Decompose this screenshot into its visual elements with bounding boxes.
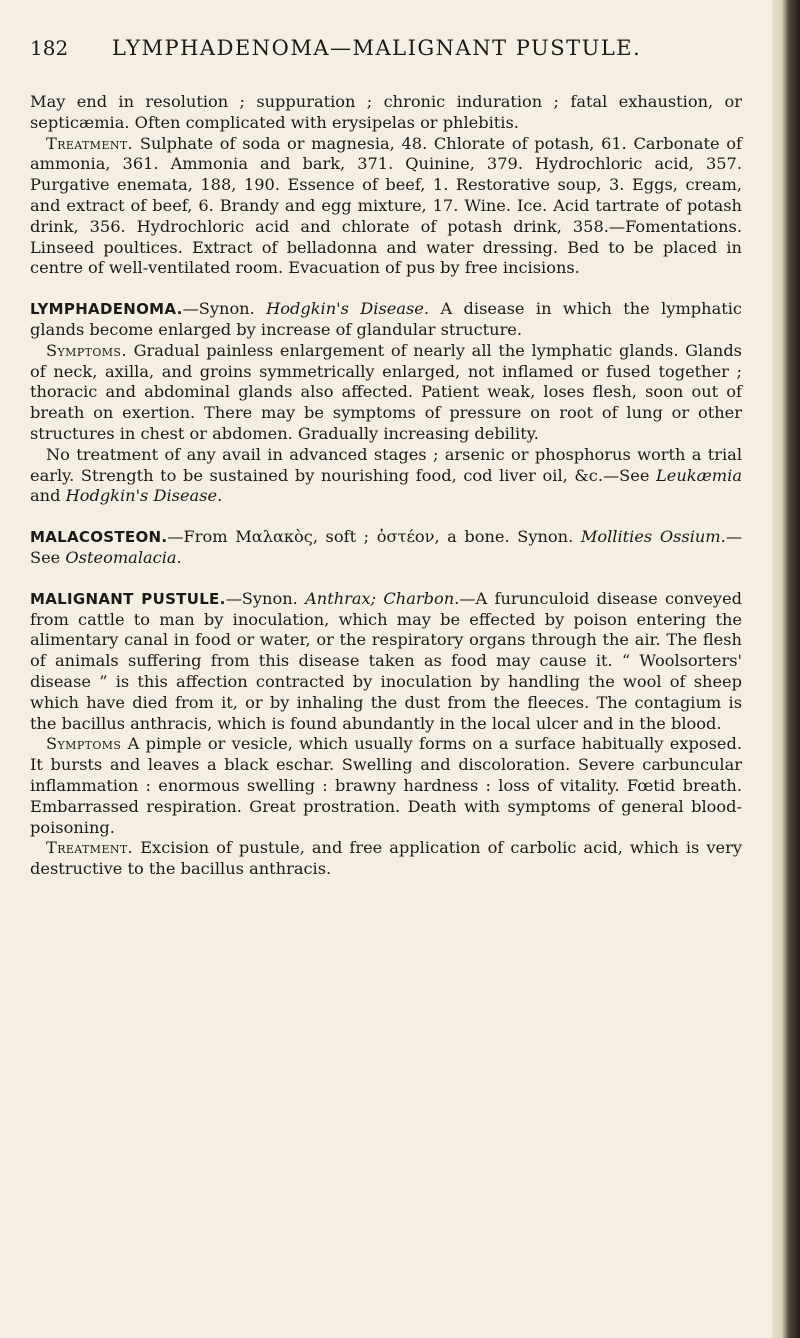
- paragraph-treatment-1: Treatment. Sulphate of soda or magnesia, 48. Chlorate of potash, 61. Carbonate of ammonia, 361. Ammonia and bark, 371. Quinine, 379. Hydrochloric acid, 357. Purgative enemata, 188, 190. Essence of beef, 1. Restorative soup, 3. Eggs, cream, and extract of beef, 6. Brandy and egg mixture, 17. Wine. Ice. Acid tartrate of potash drink, 356. Hydrochloric acid and chlorate of potash drink, 358.—Fomentations. Linseed poultices. Extract of belladonna and water dressing. Bed to be placed in centre of well-ventilated room. Evacuation of pus by free incisions.: [30, 133, 742, 278]
- cross-reference-leukaemia: Leukæmia: [656, 465, 742, 485]
- symptoms-label: Symptoms.: [46, 340, 127, 360]
- paragraph-symptoms-2: Symptoms A pimple or vesicle, which usually forms on a surface habitually exposed. It bursts and leaves a black eschar. Swelling and discoloration. Severe carbuncular inflammation : enormous swelling : brawny hardness : loss of vitality. Fœtid breath. Embarrassed respiration. Great prostration. Death with symptoms of general blood-poisoning.: [30, 734, 742, 837]
- treatment-label: Treatment.: [46, 133, 134, 153]
- entry-heading-malignant-pustule: MALIGNANT PUSTULE.: [30, 589, 226, 608]
- page-header: [30, 36, 730, 60]
- entry-malacosteon: MALACOSTEON.—From Μαλακὸς, soft ; ὀστέον, a bone. Synon. Mollities Ossium.—See Osteomalacia.: [30, 527, 742, 567]
- paragraph-resolution: May end in resolution ; suppuration ; chronic induration ; fatal exhaustion, or septicæmia. Often complicated with erysipelas or phlebitis.: [30, 92, 742, 132]
- page-body: [30, 92, 742, 880]
- entry-lymphadenoma: LYMPHADENOMA.—Synon. Hodgkin's Disease. A disease in which the lymphatic glands become enlarged by increase of glandular structure.: [30, 299, 742, 339]
- entry-malignant-pustule: MALIGNANT PUSTULE.—Synon. Anthrax; Charbon.—A furunculoid disease conveyed from cattle to man by inoculation, which may be effected by poison entering the alimentary canal in food or water, or the respiratory organs through the air. The flesh of animals suffering from this disease taken as food may cause it. “ Woolsorters' disease ” is this affection contracted by inoculation by handling the wool of sheep which have died from it, or by inhaling the dust from the fleeces. The contagium is the bacillus anthracis, which is found abundantly in the local ulcer and in the blood.: [30, 588, 743, 733]
- paragraph-no-treatment: No treatment of any avail in advanced stages ; arsenic or phosphorus worth a trial early. Strength to be sustained by nourishing food, cod liver oil, &c.—See Leukæmia and Hodgkin's Disease.: [30, 444, 742, 506]
- entry-heading-malacosteon: MALACOSTEON.: [30, 528, 168, 547]
- page-number: 182: [30, 36, 69, 60]
- book-spine-shadow: [772, 0, 800, 1338]
- symptoms-label-2: Symptoms: [46, 734, 122, 754]
- cross-reference-hodgkins: Hodgkin's Disease.: [65, 486, 223, 506]
- treatment-label-2: Treatment.: [46, 838, 134, 858]
- cross-reference-osteomalacia: Osteomalacia.: [65, 547, 182, 567]
- entry-heading-lymphadenoma: LYMPHADENOMA.: [30, 300, 183, 319]
- running-title: LYMPHADENOMA—MALIGNANT PUSTULE.: [112, 36, 642, 60]
- paragraph-symptoms-1: Symptoms. Gradual painless enlargement of nearly all the lymphatic glands. Glands of neck, axilla, and groins symmetrically enlarged, not inflamed or fused together ; thoracic and abdominal glands also affected. Patient weak, loses flesh, soon out of breath on exertion. There may be symptoms of pressure on root of lung or other structures in chest or abdomen. Gradually increasing debility.: [30, 340, 742, 443]
- paragraph-treatment-2: Treatment. Excision of pustule, and free application of carbolic acid, which is very destructive to the bacillus anthracis.: [30, 838, 742, 879]
